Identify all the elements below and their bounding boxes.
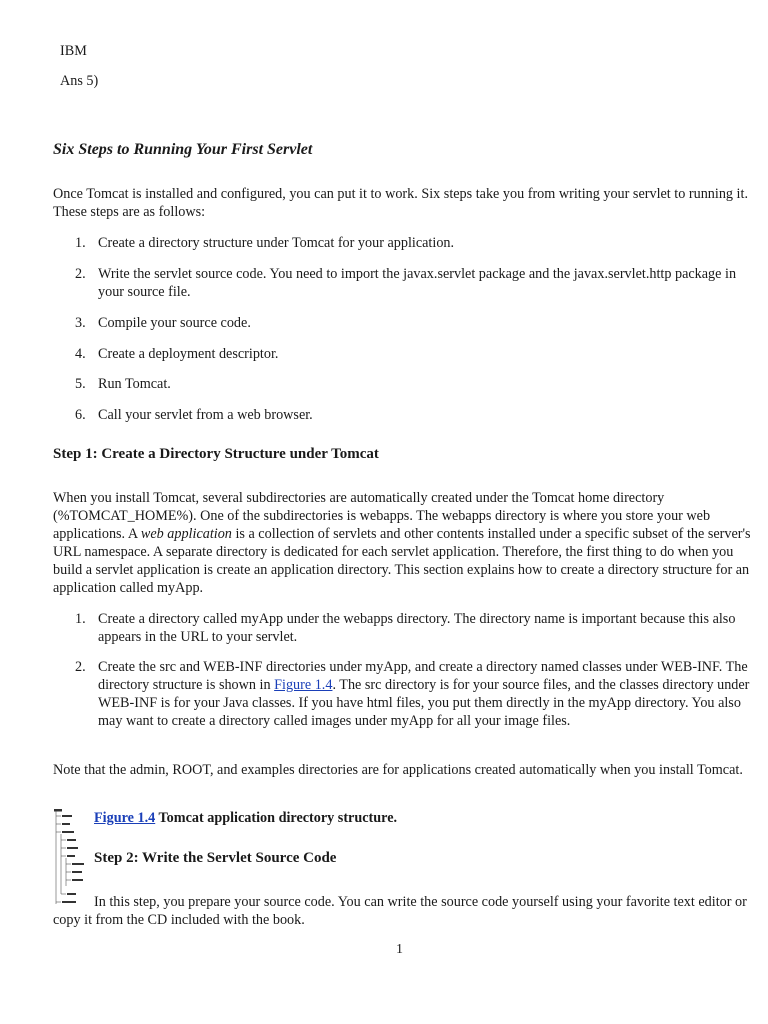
step-number: 4. <box>75 346 86 362</box>
step-text: Write the servlet source code. You need to import the javax.servlet package and the javax.servlet.http package in your source file. <box>98 266 737 300</box>
figure-caption-link[interactable]: Figure 1.4 <box>94 810 156 826</box>
step-number: 6. <box>75 407 86 423</box>
figure-link[interactable]: Figure 1.4 <box>274 677 333 693</box>
step1-heading: Step 1: Create a Directory Structure under Tomcat <box>53 446 379 462</box>
note-paragraph: Note that the admin, ROOT, and examples directories are for applications created automatically when you install Tomcat. <box>53 762 743 778</box>
figure-caption <box>94 809 694 827</box>
page-number: 1 <box>396 942 403 957</box>
step-text: Create a directory structure under Tomcat for your application. <box>98 235 455 251</box>
step-text: Create a deployment descriptor. <box>98 346 279 362</box>
list-item-text <box>98 658 754 730</box>
step1-italic-term: web application <box>140 526 232 542</box>
step-number: 2. <box>75 266 86 282</box>
step1-text-before: When you install Tomcat, several subdirectories are automatically created under the Tomcat home directory (%TOMCAT_HOME%). One of the subdirectories is webapps. The webapps directory is where you store your web applications. A <box>53 490 711 542</box>
list-item-number: 1. <box>75 611 86 627</box>
list-item-text-before: Create the src and WEB-INF directories under myApp, and create a directory named classes under WEB-INF. The directory structure is shown in <box>98 659 748 693</box>
step-number: 5. <box>75 376 86 392</box>
list-item-number: 2. <box>75 659 86 675</box>
step-number: 1. <box>75 235 86 251</box>
step2-heading: Step 2: Write the Servlet Source Code <box>94 850 337 866</box>
list-item-text-after: . The src directory is for your source files, and the classes directory under WEB-INF is for your Java classes. If you have html files, you put them directly in the myApp directory. You also may want to create a directory called images under myApp for all your image files. <box>98 677 750 729</box>
step2-paragraph: In this step, you prepare your source code. You can write the source code yourself using your favorite text editor or copy it from the CD included with the book. <box>53 894 747 928</box>
step-text: Compile your source code. <box>98 315 251 331</box>
list-item-text: Create a directory called myApp under the webapps directory. The directory name is important because this also appears in the URL to your servlet. <box>98 611 736 645</box>
document-title: Six Steps to Running Your First Servlet <box>53 141 313 158</box>
header-company: IBM <box>60 43 87 59</box>
step-text: Call your servlet from a web browser. <box>98 407 313 423</box>
intro-paragraph: Once Tomcat is installed and configured, you can put it to work. Six steps take you from writing your servlet to running it. These steps are as follows: <box>53 186 748 220</box>
step-number: 3. <box>75 315 86 331</box>
step1-paragraph <box>53 489 753 597</box>
header-answer: Ans 5) <box>60 73 99 89</box>
figure-caption-text: Tomcat application directory structure. <box>155 810 398 826</box>
step1-text-after: is a collection of servlets and other contents installed under a specific subset of the server's URL namespace. A separate directory is dedicated for each servlet application. Therefore, the first thing to do when you build a servlet application is create an application directory. This section explains how to create a directory structure for an application called myApp. <box>53 526 751 596</box>
step-text: Run Tomcat. <box>98 376 171 392</box>
